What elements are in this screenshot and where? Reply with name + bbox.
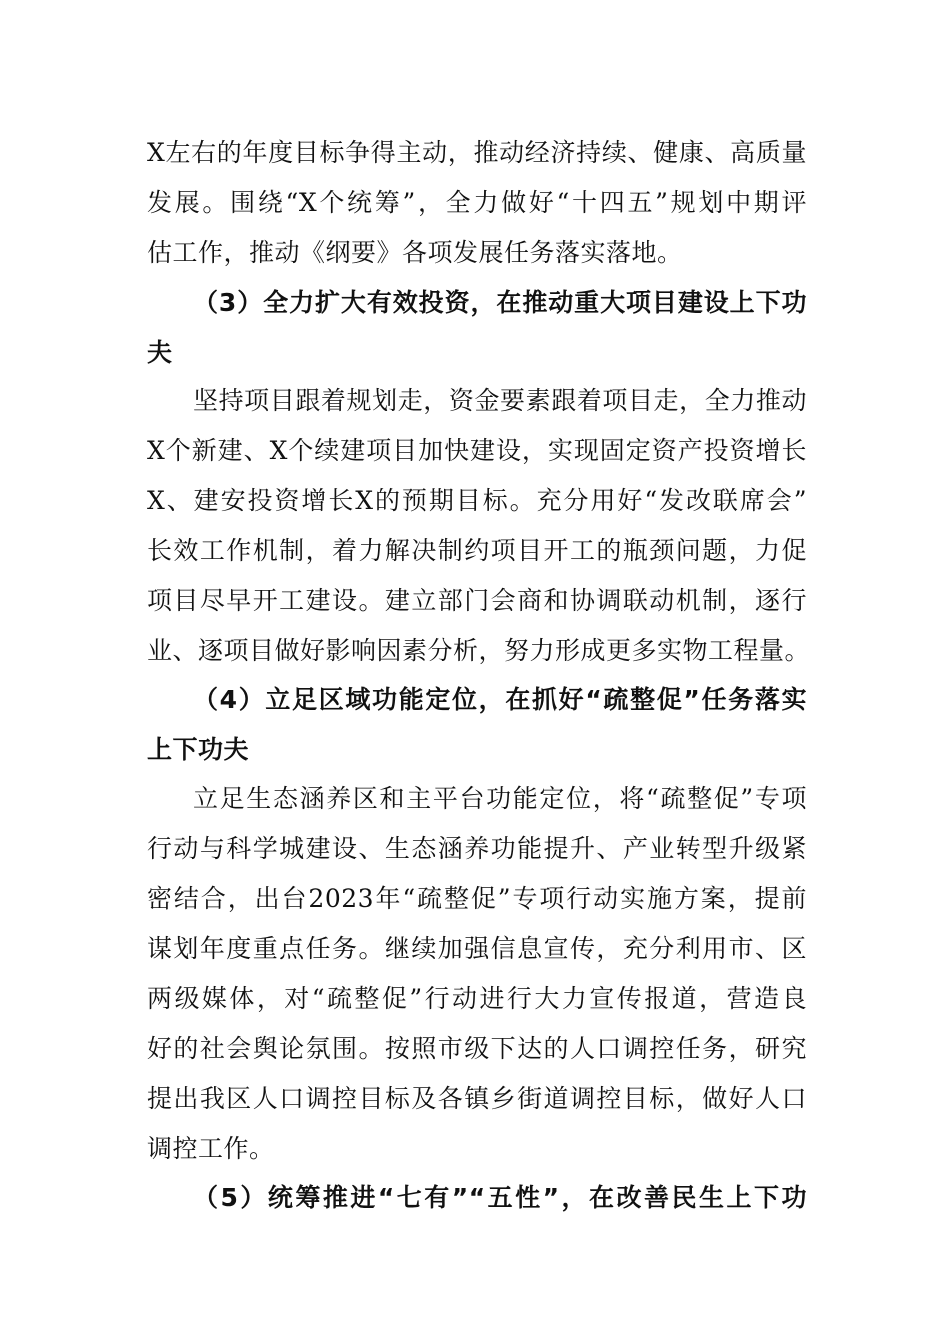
heading-line: （4）立足区域功能定位，在抓好“疏整促”任务落实 [193, 685, 807, 714]
section-heading-4 [147, 675, 807, 775]
body-paragraph-1 [147, 128, 807, 278]
text-line: 行动与科学城建设、生态涵养功能提升、产业转型升级紧 [147, 834, 807, 863]
text-line: 发展。围绕“X个统筹”，全力做好“十四五”规划中期评 [147, 188, 807, 217]
text-line: 好的社会舆论氛围。按照市级下达的人口调控任务，研究 [147, 1034, 807, 1063]
text-line: 调控工作。 [147, 1134, 275, 1163]
text-line: 项目尽早开工建设。建立部门会商和协调联动机制，逐行 [147, 586, 807, 615]
heading-line: （5）统筹推进“七有”“五性”，在改善民生上下功 [193, 1183, 807, 1212]
text-line: 长效工作机制，着力解决制约项目开工的瓶颈问题，力促 [147, 536, 807, 565]
text-line: X左右的年度目标争得主动，推动经济持续、健康、高质量 [147, 138, 807, 167]
section-heading-5 [147, 1173, 807, 1223]
text-line: 坚持项目跟着规划走，资金要素跟着项目走，全力推动 [193, 386, 807, 415]
body-paragraph-3 [147, 774, 807, 1174]
text-line: 估工作，推动《纲要》各项发展任务落实落地。 [147, 238, 683, 267]
body-paragraph-2 [147, 376, 811, 676]
heading-line: 上下功夫 [147, 735, 250, 764]
text-line: X个新建、X个续建项目加快建设，实现固定资产投资增长 [147, 436, 807, 465]
text-line: 立足生态涵养区和主平台功能定位，将“疏整促”专项 [193, 784, 807, 813]
text-line: 两级媒体，对“疏整促”行动进行大力宣传报道，营造良 [147, 984, 807, 1013]
text-line: 业、逐项目做好影响因素分析，努力形成更多实物工程量。 [147, 636, 811, 665]
heading-line: （3）全力扩大有效投资，在推动重大项目建设上下功 [193, 288, 807, 317]
text-line: 提出我区人口调控目标及各镇乡街道调控目标，做好人口 [147, 1084, 807, 1113]
heading-line: 夫 [147, 338, 173, 367]
text-line: X、建安投资增长X的预期目标。充分用好“发改联席会” [147, 486, 807, 515]
text-line: 密结合，出台2023年“疏整促”专项行动实施方案，提前 [147, 884, 807, 913]
section-heading-3 [147, 278, 807, 378]
text-line: 谋划年度重点任务。继续加强信息宣传，充分利用市、区 [147, 934, 807, 963]
